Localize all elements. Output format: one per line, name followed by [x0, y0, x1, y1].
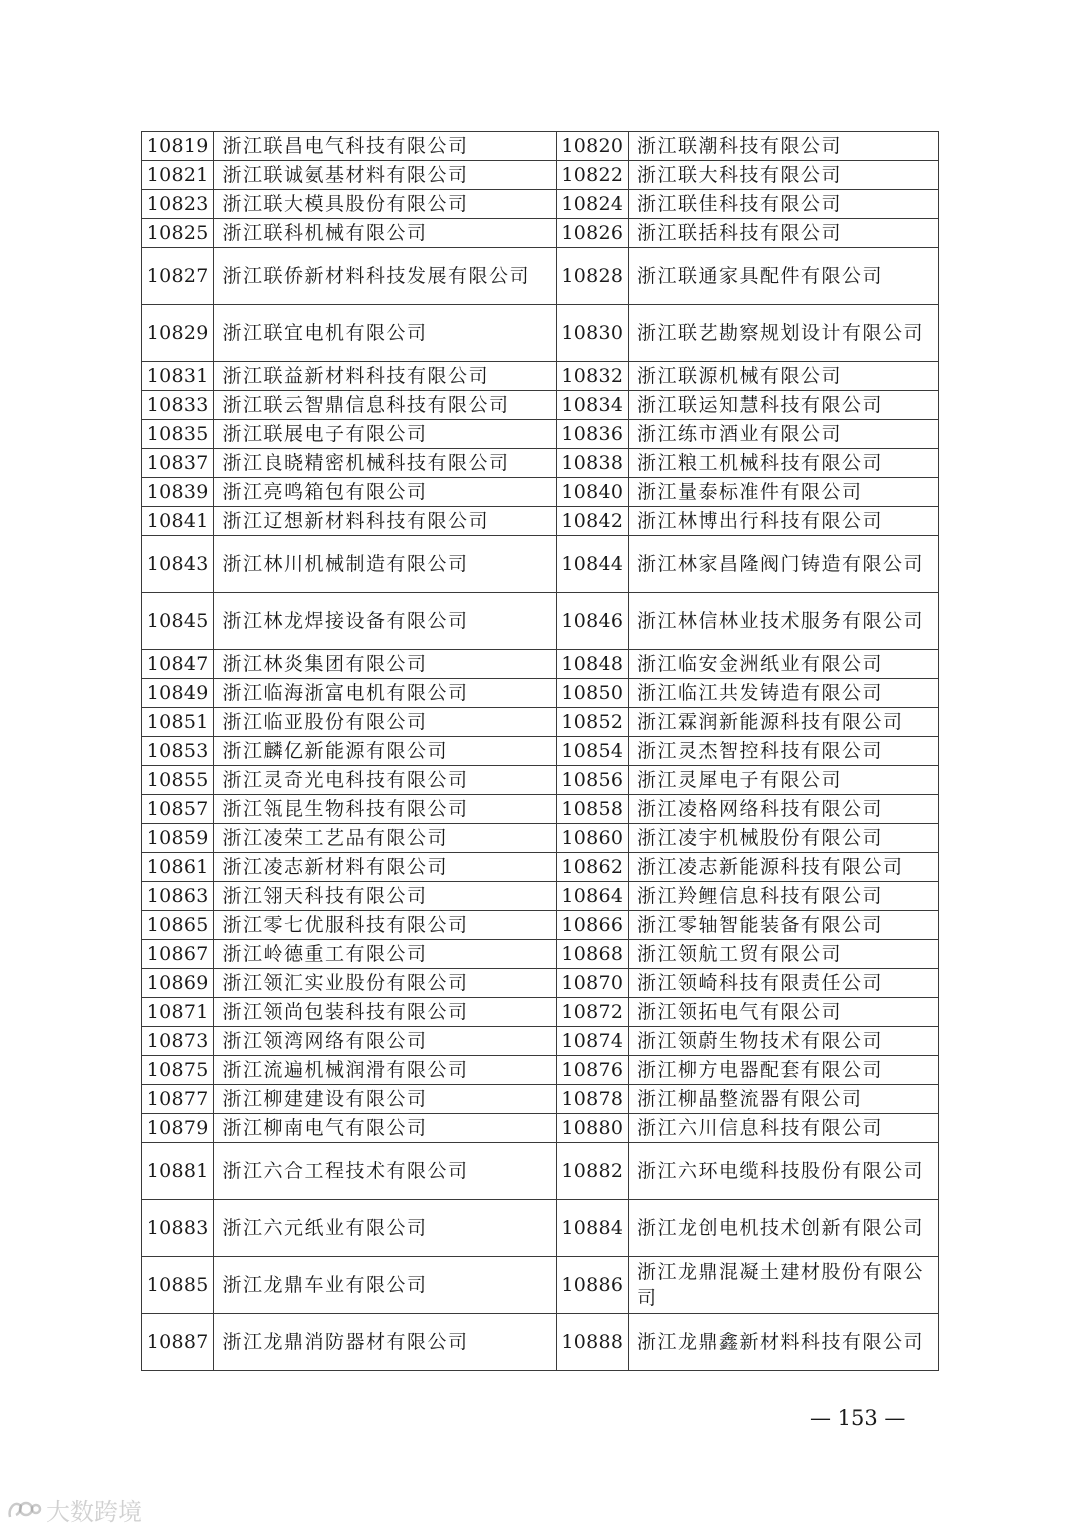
table-row: [142, 1143, 939, 1200]
company-name: 浙江联潮科技有限公司: [629, 132, 939, 161]
company-name: 浙江零七优服科技有限公司: [214, 911, 556, 940]
table-body: [142, 132, 939, 1371]
table-row: [142, 420, 939, 449]
company-name: 浙江六合工程技术有限公司: [214, 1143, 556, 1200]
company-code: 10863: [142, 882, 214, 911]
company-name: 浙江联括科技有限公司: [629, 219, 939, 248]
company-code: 10856: [556, 766, 628, 795]
company-name: 浙江粮工机械科技有限公司: [629, 449, 939, 478]
company-code: 10836: [556, 420, 628, 449]
table-row: [142, 391, 939, 420]
table-row: [142, 1257, 939, 1314]
company-code: 10862: [556, 853, 628, 882]
company-code: 10888: [556, 1314, 628, 1371]
company-name: 浙江联展电子有限公司: [214, 420, 556, 449]
company-code: 10830: [556, 305, 628, 362]
company-code: 10886: [556, 1257, 628, 1314]
company-code: 10871: [142, 998, 214, 1027]
company-code: 10838: [556, 449, 628, 478]
company-name: 浙江林川机械制造有限公司: [214, 536, 556, 593]
company-code: 10881: [142, 1143, 214, 1200]
table-row: [142, 132, 939, 161]
company-code: 10840: [556, 478, 628, 507]
company-code: 10884: [556, 1200, 628, 1257]
company-code: 10828: [556, 248, 628, 305]
table-row: [142, 478, 939, 507]
table-row: [142, 650, 939, 679]
company-name: 浙江领航工贸有限公司: [629, 940, 939, 969]
company-name: 浙江联大模具股份有限公司: [214, 190, 556, 219]
company-code: 10834: [556, 391, 628, 420]
company-code: 10865: [142, 911, 214, 940]
table-row: [142, 593, 939, 650]
company-code: 10823: [142, 190, 214, 219]
company-name: 浙江领尚包装科技有限公司: [214, 998, 556, 1027]
table-row: [142, 969, 939, 998]
company-name: 浙江柳方电器配套有限公司: [629, 1056, 939, 1085]
company-name: 浙江联侨新材料科技发展有限公司: [214, 248, 556, 305]
company-name: 浙江林信林业技术服务有限公司: [629, 593, 939, 650]
company-name: 浙江柳南电气有限公司: [214, 1114, 556, 1143]
company-code: 10859: [142, 824, 214, 853]
table-row: [142, 190, 939, 219]
company-name: 浙江联科机械有限公司: [214, 219, 556, 248]
company-name: 浙江联源机械有限公司: [629, 362, 939, 391]
company-code: 10860: [556, 824, 628, 853]
company-code: 10829: [142, 305, 214, 362]
table-row: [142, 1314, 939, 1371]
company-code: 10824: [556, 190, 628, 219]
company-code: 10848: [556, 650, 628, 679]
company-code: 10875: [142, 1056, 214, 1085]
company-code: 10861: [142, 853, 214, 882]
company-code: 10873: [142, 1027, 214, 1056]
table-row: [142, 362, 939, 391]
company-name: 浙江辽想新材料科技有限公司: [214, 507, 556, 536]
company-name: 浙江六环电缆科技股份有限公司: [629, 1143, 939, 1200]
company-name: 浙江林炎集团有限公司: [214, 650, 556, 679]
table-row: [142, 1027, 939, 1056]
company-name: 浙江林龙焊接设备有限公司: [214, 593, 556, 650]
company-code: 10844: [556, 536, 628, 593]
company-name: 浙江领汇实业股份有限公司: [214, 969, 556, 998]
table-row: [142, 449, 939, 478]
company-code: 10887: [142, 1314, 214, 1371]
table-row: [142, 940, 939, 969]
company-name: 浙江领湾网络有限公司: [214, 1027, 556, 1056]
company-name: 浙江龙鼎混凝土建材股份有限公司: [629, 1257, 939, 1314]
company-name: 浙江临安金洲纸业有限公司: [629, 650, 939, 679]
company-name: 浙江瓴昆生物科技有限公司: [214, 795, 556, 824]
company-code: 10839: [142, 478, 214, 507]
company-name: 浙江联益新材料科技有限公司: [214, 362, 556, 391]
company-code: 10868: [556, 940, 628, 969]
company-code: 10869: [142, 969, 214, 998]
company-code: 10853: [142, 737, 214, 766]
table-row: [142, 305, 939, 362]
company-name: 浙江亮鸣箱包有限公司: [214, 478, 556, 507]
company-name: 浙江凌志新材料有限公司: [214, 853, 556, 882]
company-name: 浙江霖润新能源科技有限公司: [629, 708, 939, 737]
company-name: 浙江凌志新能源科技有限公司: [629, 853, 939, 882]
company-code: 10877: [142, 1085, 214, 1114]
company-name: 浙江量泰标准件有限公司: [629, 478, 939, 507]
company-name: 浙江麟亿新能源有限公司: [214, 737, 556, 766]
company-code: 10826: [556, 219, 628, 248]
company-code: 10879: [142, 1114, 214, 1143]
company-code: 10835: [142, 420, 214, 449]
table-row: [142, 998, 939, 1027]
company-code: 10837: [142, 449, 214, 478]
company-name: 浙江临江共发铸造有限公司: [629, 679, 939, 708]
company-code: 10870: [556, 969, 628, 998]
company-code: 10831: [142, 362, 214, 391]
company-code: 10874: [556, 1027, 628, 1056]
company-name: 浙江联运知慧科技有限公司: [629, 391, 939, 420]
table-row: [142, 911, 939, 940]
company-code: 10880: [556, 1114, 628, 1143]
company-name: 浙江灵奇光电科技有限公司: [214, 766, 556, 795]
watermark-text: 大数跨境: [46, 1498, 142, 1526]
company-name: 浙江零轴智能装备有限公司: [629, 911, 939, 940]
company-code: 10846: [556, 593, 628, 650]
table-row: [142, 536, 939, 593]
watermark: [6, 1492, 142, 1527]
company-name: 浙江练市酒业有限公司: [629, 420, 939, 449]
company-name: 浙江联大科技有限公司: [629, 161, 939, 190]
company-code: 10845: [142, 593, 214, 650]
company-name: 浙江灵杰智控科技有限公司: [629, 737, 939, 766]
company-code: 10825: [142, 219, 214, 248]
company-name: 浙江六川信息科技有限公司: [629, 1114, 939, 1143]
company-name: 浙江联云智鼎信息科技有限公司: [214, 391, 556, 420]
table-row: [142, 766, 939, 795]
table-row: [142, 708, 939, 737]
table-row: [142, 1056, 939, 1085]
company-name: 浙江临海浙富电机有限公司: [214, 679, 556, 708]
company-code: 10847: [142, 650, 214, 679]
company-code: 10833: [142, 391, 214, 420]
company-code: 10841: [142, 507, 214, 536]
company-code: 10854: [556, 737, 628, 766]
company-code: 10885: [142, 1257, 214, 1314]
company-code: 10819: [142, 132, 214, 161]
company-name: 浙江联昌电气科技有限公司: [214, 132, 556, 161]
table-row: [142, 507, 939, 536]
company-name: 浙江凌宇机械股份有限公司: [629, 824, 939, 853]
company-name: 浙江联通家具配件有限公司: [629, 248, 939, 305]
table-row: [142, 795, 939, 824]
company-code: 10842: [556, 507, 628, 536]
page-number: — 153 —: [810, 1406, 906, 1430]
table-row: [142, 161, 939, 190]
company-name: 浙江龙鼎消防器材有限公司: [214, 1314, 556, 1371]
table-row: [142, 824, 939, 853]
company-name: 浙江联佳科技有限公司: [629, 190, 939, 219]
company-name: 浙江龙鼎车业有限公司: [214, 1257, 556, 1314]
table-row: [142, 853, 939, 882]
company-name: 浙江翎天科技有限公司: [214, 882, 556, 911]
company-name: 浙江柳晶整流器有限公司: [629, 1085, 939, 1114]
company-code: 10882: [556, 1143, 628, 1200]
company-code: 10850: [556, 679, 628, 708]
table-row: [142, 219, 939, 248]
company-name: 浙江良晓精密机械科技有限公司: [214, 449, 556, 478]
company-name: 浙江临亚股份有限公司: [214, 708, 556, 737]
watermark-logo-icon: [6, 1497, 42, 1523]
company-code: 10883: [142, 1200, 214, 1257]
table-row: [142, 1085, 939, 1114]
company-name: 浙江岭德重工有限公司: [214, 940, 556, 969]
company-name: 浙江六元纸业有限公司: [214, 1200, 556, 1257]
company-code: 10820: [556, 132, 628, 161]
company-name: 浙江林家昌隆阀门铸造有限公司: [629, 536, 939, 593]
company-code: 10857: [142, 795, 214, 824]
company-name: 浙江龙创电机技术创新有限公司: [629, 1200, 939, 1257]
table-row: [142, 679, 939, 708]
company-code: 10855: [142, 766, 214, 795]
company-code: 10872: [556, 998, 628, 1027]
table-row: [142, 1114, 939, 1143]
company-name: 浙江龙鼎鑫新材料科技有限公司: [629, 1314, 939, 1371]
company-name: 浙江联诚氨基材料有限公司: [214, 161, 556, 190]
company-code: 10858: [556, 795, 628, 824]
company-code: 10832: [556, 362, 628, 391]
company-list-table: [141, 131, 939, 1371]
company-code: 10876: [556, 1056, 628, 1085]
table-row: [142, 737, 939, 766]
company-code: 10864: [556, 882, 628, 911]
company-name: 浙江羚鲤信息科技有限公司: [629, 882, 939, 911]
company-code: 10867: [142, 940, 214, 969]
company-code: 10822: [556, 161, 628, 190]
company-name: 浙江联艺勘察规划设计有限公司: [629, 305, 939, 362]
table-row: [142, 1200, 939, 1257]
company-code: 10866: [556, 911, 628, 940]
table-row: [142, 248, 939, 305]
company-name: 浙江领崎科技有限责任公司: [629, 969, 939, 998]
company-code: 10851: [142, 708, 214, 737]
company-code: 10843: [142, 536, 214, 593]
company-code: 10849: [142, 679, 214, 708]
company-code: 10827: [142, 248, 214, 305]
company-name: 浙江领蔚生物技术有限公司: [629, 1027, 939, 1056]
company-name: 浙江灵犀电子有限公司: [629, 766, 939, 795]
company-name: 浙江林博出行科技有限公司: [629, 507, 939, 536]
company-name: 浙江领拓电气有限公司: [629, 998, 939, 1027]
company-code: 10878: [556, 1085, 628, 1114]
company-name: 浙江流遍机械润滑有限公司: [214, 1056, 556, 1085]
company-name: 浙江凌格网络科技有限公司: [629, 795, 939, 824]
company-code: 10852: [556, 708, 628, 737]
table-row: [142, 882, 939, 911]
company-name: 浙江柳建建设有限公司: [214, 1085, 556, 1114]
company-name: 浙江联宜电机有限公司: [214, 305, 556, 362]
company-name: 浙江凌荣工艺品有限公司: [214, 824, 556, 853]
company-code: 10821: [142, 161, 214, 190]
